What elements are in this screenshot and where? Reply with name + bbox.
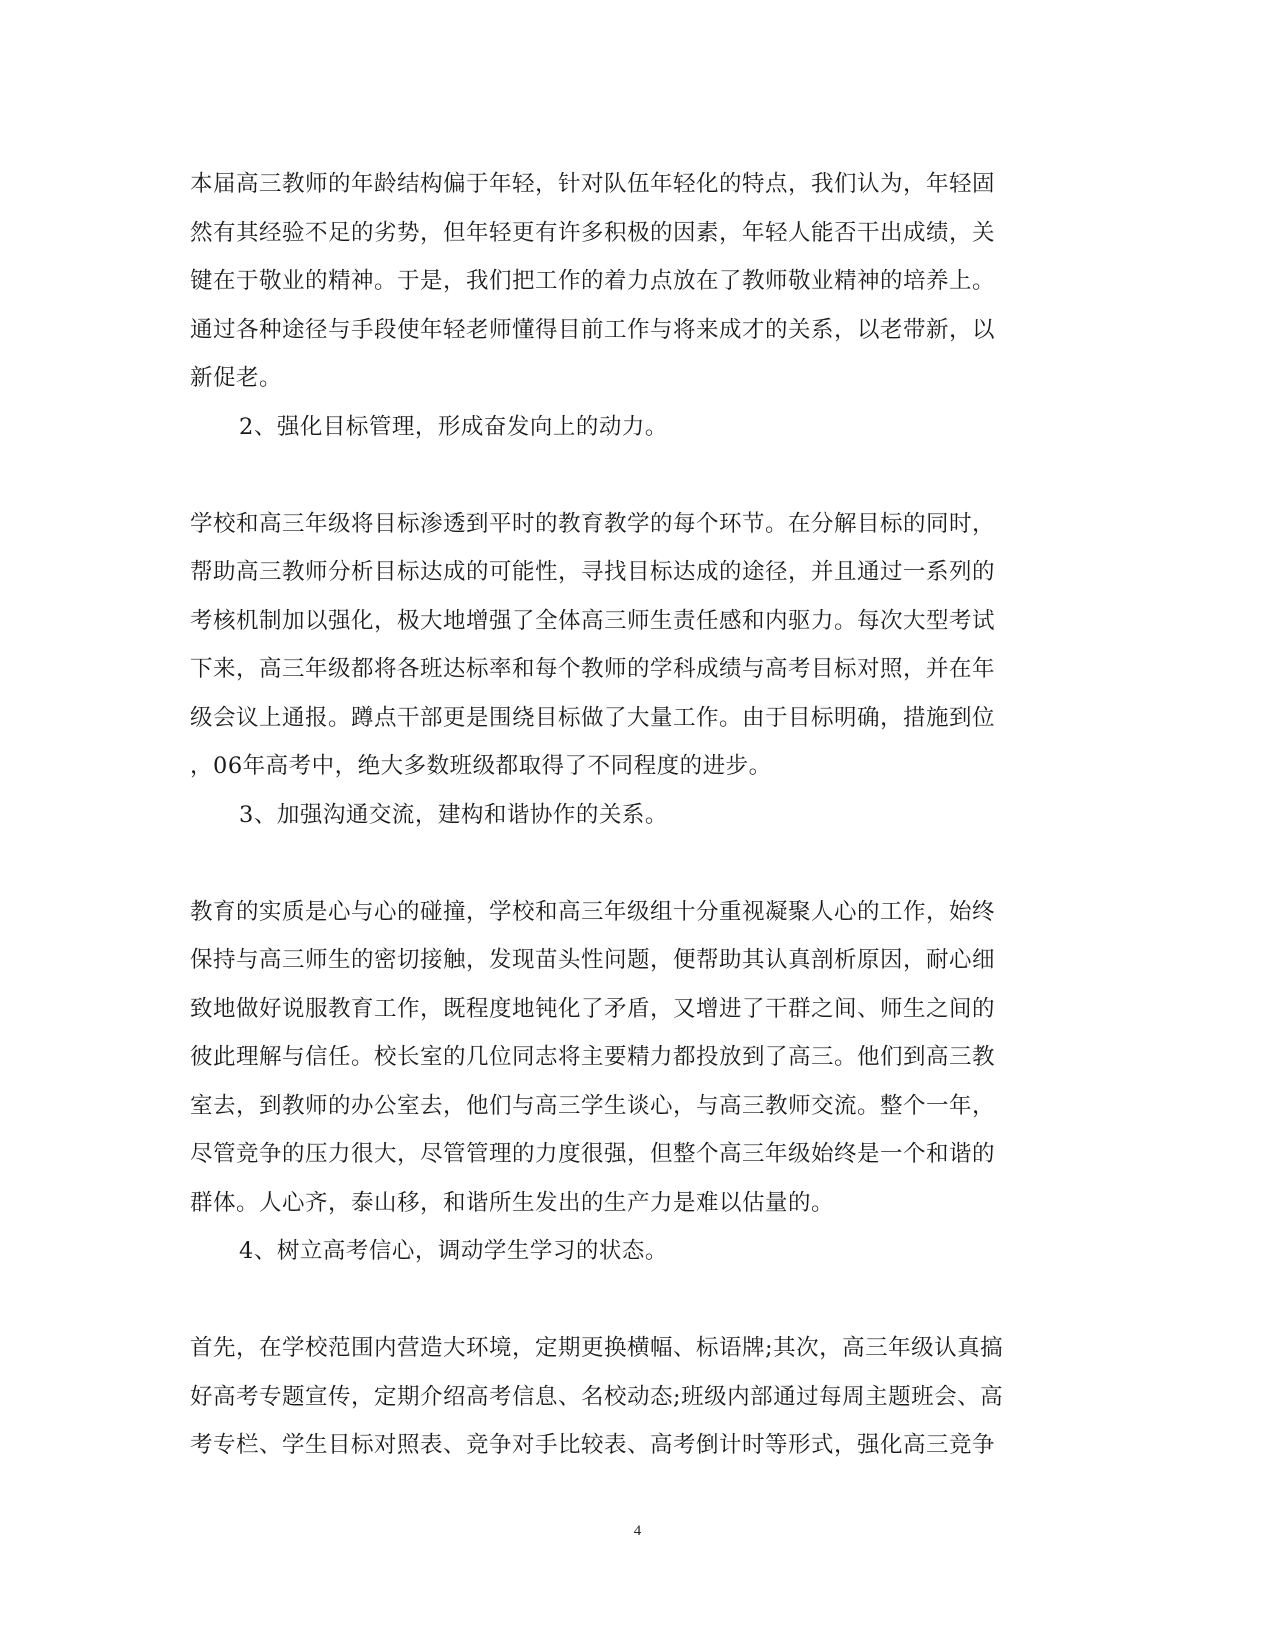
paragraph-young-teachers xyxy=(190,160,1080,403)
text-line: 室去，到教师的办公室去，他们与高三学生谈心，与高三教师交流。整个一年， xyxy=(190,1092,996,1119)
text-line: 彼此理解与信任。校长室的几位同志将主要精力都投放到了高三。他们到高三教 xyxy=(190,1044,996,1070)
section-heading-2: 2、强化目标管理，形成奋发向上的动力。 xyxy=(239,413,668,440)
text-line: 尽管竞争的压力很大，尽管管理的力度很强，但整个高三年级始终是一个和谐的 xyxy=(190,1141,996,1167)
paragraph-gap xyxy=(190,839,1080,888)
text-line: 键在于敬业的精神。于是，我们把工作的着力点放在了教师敬业精神的培养上。 xyxy=(190,268,996,294)
text-line: 然有其经验不足的劣势，但年轻更有许多积极的因素，年轻人能否干出成绩，关 xyxy=(190,219,996,246)
text-line: 本届高三教师的年龄结构偏于年轻，针对队伍年轻化的特点，我们认为，年轻固 xyxy=(190,171,996,197)
text-line: 新促老。 xyxy=(190,365,283,391)
text-line: 级会议上通报。蹲点干部更是围绕目标做了大量工作。由于目标明确，措施到位 xyxy=(190,704,996,731)
text-line: 考核机制加以强化，极大地增强了全体高三师生责任感和内驱力。每次大型考试 xyxy=(190,607,996,634)
paragraph-gap xyxy=(190,451,1080,500)
text-line: 致地做好说服教育工作，既程度地钝化了矛盾，又增进了干群之间、师生之间的 xyxy=(190,995,996,1022)
text-line: 帮助高三教师分析目标达成的可能性，寻找目标达成的途径，并且通过一系列的 xyxy=(190,559,996,585)
text-line: ，06年高考中，绝大多数班级都取得了不同程度的进步。 xyxy=(190,753,772,779)
text-line: 考专栏、学生目标对照表、竞争对手比较表、高考倒计时等形式，强化高三竞争 xyxy=(190,1432,996,1458)
paragraph-communication xyxy=(190,888,1080,1228)
paragraph-goal-management xyxy=(190,500,1080,791)
text-line: 教育的实质是心与心的碰撞，学校和高三年级组十分重视凝聚人心的工作，始终 xyxy=(190,898,996,925)
section-heading-4: 4、树立高考信心，调动学生学习的状态。 xyxy=(239,1238,668,1264)
paragraph-gap xyxy=(190,1276,1080,1325)
text-line: 保持与高三师生的密切接触，发现苗头性问题，便帮助其认真剖析原因，耐心细 xyxy=(190,947,996,973)
text-line: 学校和高三年级将目标渗透到平时的教育教学的每个环节。在分解目标的同时， xyxy=(190,510,996,537)
text-line: 好高考专题宣传，定期介绍高考信息、名校动态;班级内部通过每周主题班会、高 xyxy=(190,1383,1004,1410)
section-heading-3: 3、加强沟通交流，建构和谐协作的关系。 xyxy=(239,801,668,828)
page-number: 4 xyxy=(633,1523,642,1539)
text-line: 群体。人心齐，泰山移，和谐所生发出的生产力是难以估量的。 xyxy=(190,1189,835,1216)
text-line: 首先，在学校范围内营造大环境，定期更换横幅、标语牌;其次，高三年级认真搞 xyxy=(190,1335,1004,1361)
text-line: 通过各种途径与手段使年轻老师懂得目前工作与将来成才的关系，以老带新，以 xyxy=(190,316,996,343)
text-line: 下来，高三年级都将各班达标率和每个教师的学科成绩与高考目标对照，并在年 xyxy=(190,656,996,682)
body-text xyxy=(190,160,1080,1470)
paragraph-exam-confidence xyxy=(190,1324,1080,1470)
